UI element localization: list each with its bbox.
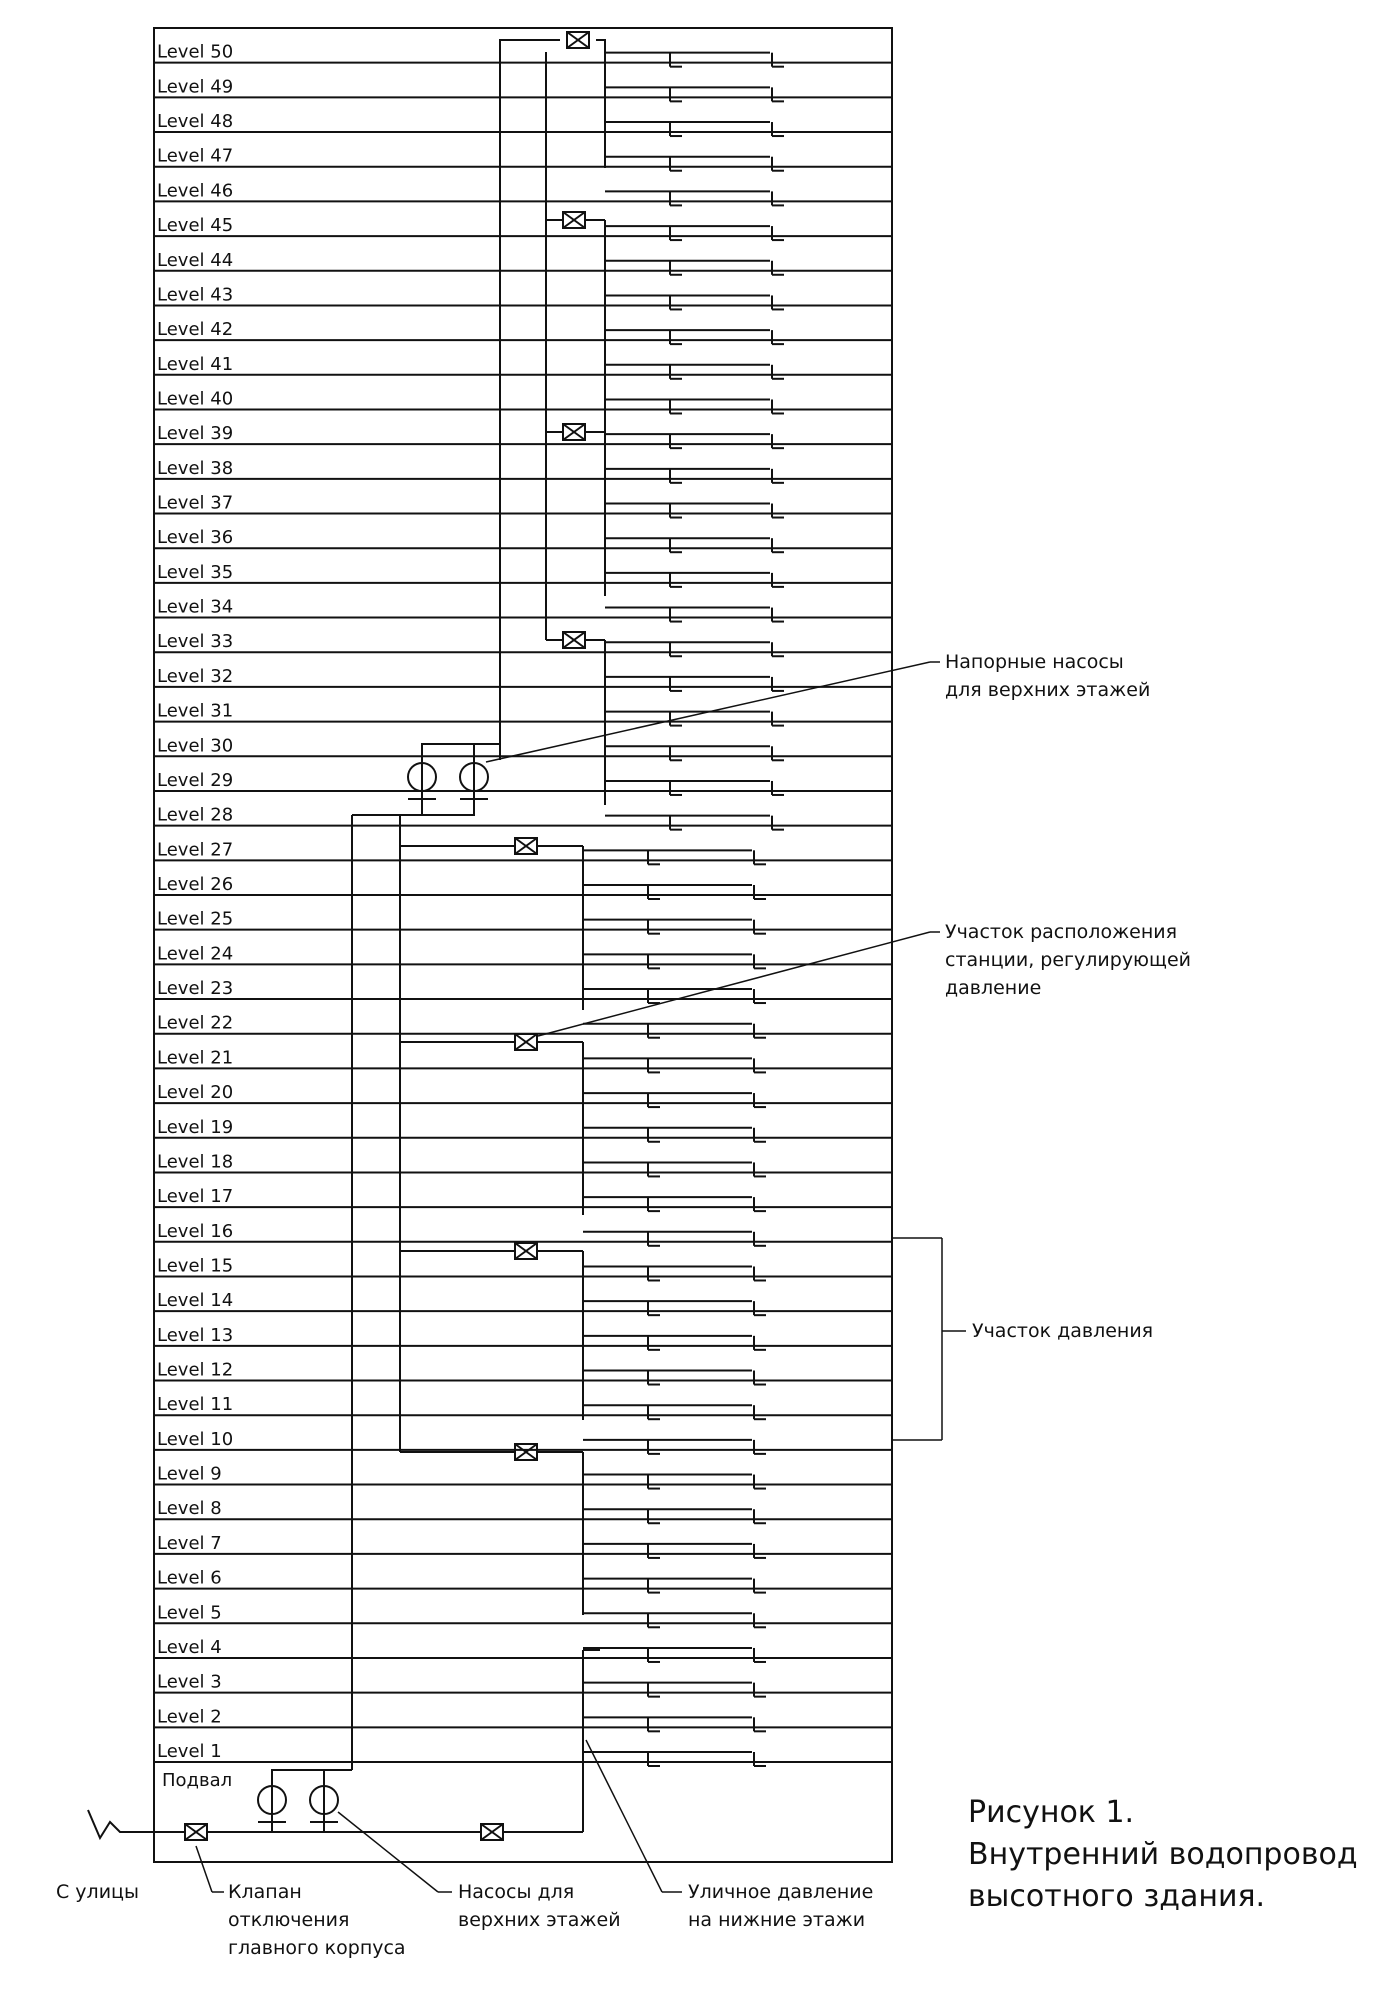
level-label: Level 22 [157, 1012, 234, 1034]
level-label: Level 17 [157, 1186, 234, 1208]
level-label: Level 39 [157, 423, 234, 445]
from-street-annotation [56, 1881, 139, 1903]
street-pressure-annotation-line: на нижние этажи [688, 1909, 866, 1931]
street-pressure-annotation-line: Уличное давление [688, 1881, 874, 1903]
pressure-zone-annotation-line: Участок давления [972, 1320, 1154, 1342]
booster-pump-icon [408, 755, 436, 799]
level-label: Level 18 [157, 1151, 234, 1173]
level-label: Level 12 [157, 1359, 234, 1381]
level-label: Level 36 [157, 527, 234, 549]
level-label: Level 24 [157, 943, 234, 965]
leader-line [196, 1846, 212, 1892]
level-label: Level 41 [157, 353, 234, 375]
level-label: Level 33 [157, 631, 234, 653]
level-labels [157, 42, 233, 1791]
level-label: Level 34 [157, 596, 234, 618]
level-label: Level 5 [157, 1602, 222, 1624]
caption-line: Внутренний водопровод [968, 1837, 1358, 1872]
level-label: Level 35 [157, 561, 234, 583]
level-label: Level 4 [157, 1636, 222, 1658]
level-label: Level 1 [157, 1741, 222, 1762]
prv-station-annotation [538, 921, 1191, 1036]
level-label: Level 46 [157, 180, 234, 202]
valve-icon [515, 1243, 537, 1259]
level-label: Level 16 [157, 1220, 234, 1242]
level-label: Level 11 [157, 1394, 234, 1416]
caption-line: Рисунок 1. [968, 1795, 1135, 1830]
level-label: Level 43 [157, 284, 234, 306]
level-label: Level 29 [157, 769, 234, 791]
upper-floor-pump-icon [258, 1778, 286, 1822]
valve-icon [563, 632, 585, 648]
main-valve-annotation-line: главного корпуса [228, 1937, 406, 1959]
pipe-segment [596, 40, 605, 168]
valve-icon [515, 838, 537, 854]
level-label: Level 13 [157, 1324, 234, 1346]
level-label: Level 42 [157, 319, 234, 341]
booster-pump-icon [460, 755, 488, 799]
level-label: Level 40 [157, 388, 234, 410]
main-valve-annotation-line: Клапан [228, 1881, 302, 1903]
leader-line [338, 1812, 438, 1892]
upper-pumps-annotation-line: верхних этажей [458, 1909, 621, 1931]
valve-icon [481, 1824, 503, 1840]
booster-pumps-annotation-line: для верхних этажей [945, 679, 1151, 701]
pipe-segment [422, 744, 500, 760]
level-label: Level 27 [157, 839, 234, 861]
upper-floor-pump-icon [310, 1778, 338, 1822]
level-label: Level 2 [157, 1706, 222, 1728]
level-label: Level 25 [157, 908, 234, 930]
upper-pumps-annotation-line: Насосы для [458, 1881, 575, 1903]
level-label: Level 28 [157, 804, 234, 826]
level-label: Level 21 [157, 1047, 234, 1069]
street-pressure-annotation [586, 1740, 873, 1931]
pipe-segment [422, 800, 474, 815]
level-label: Level 9 [157, 1463, 222, 1485]
booster-pumps-annotation-line: Напорные насосы [945, 651, 1124, 673]
building-section [154, 28, 892, 1862]
level-label: Level 7 [157, 1532, 222, 1554]
pipe-segment [272, 1770, 352, 1778]
level-label: Level 14 [157, 1290, 234, 1312]
level-label: Level 3 [157, 1671, 222, 1693]
level-label: Level 45 [157, 215, 234, 237]
level-label: Level 47 [157, 145, 234, 167]
pipe-segment [88, 1810, 184, 1838]
level-label: Level 10 [157, 1428, 234, 1450]
level-label: Level 37 [157, 492, 234, 514]
figure-caption [968, 1795, 1358, 1914]
prv-station-annotation-line: Участок расположения [945, 921, 1178, 943]
pressure-zone-annotation [892, 1238, 1153, 1440]
level-label: Level 20 [157, 1082, 234, 1104]
basement-label: Подвал [162, 1770, 233, 1791]
from-street-annotation-line: С улицы [56, 1881, 139, 1903]
level-label: Level 38 [157, 457, 234, 479]
level-label: Level 26 [157, 874, 234, 895]
level-label: Level 50 [157, 41, 234, 63]
valve-icon [567, 32, 589, 48]
level-label: Level 32 [157, 665, 234, 687]
building-outline [154, 28, 892, 1862]
level-label: Level 8 [157, 1498, 222, 1520]
main-valve-annotation-line: отключения [228, 1909, 350, 1931]
level-label: Level 23 [157, 978, 234, 1000]
valve-icon [515, 1034, 537, 1050]
level-label: Level 48 [157, 111, 234, 133]
prv-station-annotation-line: станции, регулирующей [945, 949, 1191, 971]
level-label: Level 6 [157, 1567, 222, 1589]
level-label: Level 49 [157, 76, 234, 98]
valve-icon [515, 1444, 537, 1460]
level-label: Level 44 [157, 249, 234, 271]
valve-icon [563, 424, 585, 440]
prv-station-annotation-line: давление [945, 977, 1042, 999]
level-label: Level 19 [157, 1116, 234, 1138]
upper-pumps-annotation [338, 1812, 621, 1931]
main-shutoff-valve-icon [185, 1824, 207, 1840]
booster-pumps-annotation [486, 651, 1150, 762]
caption-line: высотного здания. [968, 1879, 1266, 1914]
level-label: Level 31 [157, 700, 234, 722]
level-label: Level 15 [157, 1255, 234, 1277]
leader-line [538, 932, 930, 1036]
level-label: Level 30 [157, 735, 234, 757]
valve-icon [563, 212, 585, 228]
